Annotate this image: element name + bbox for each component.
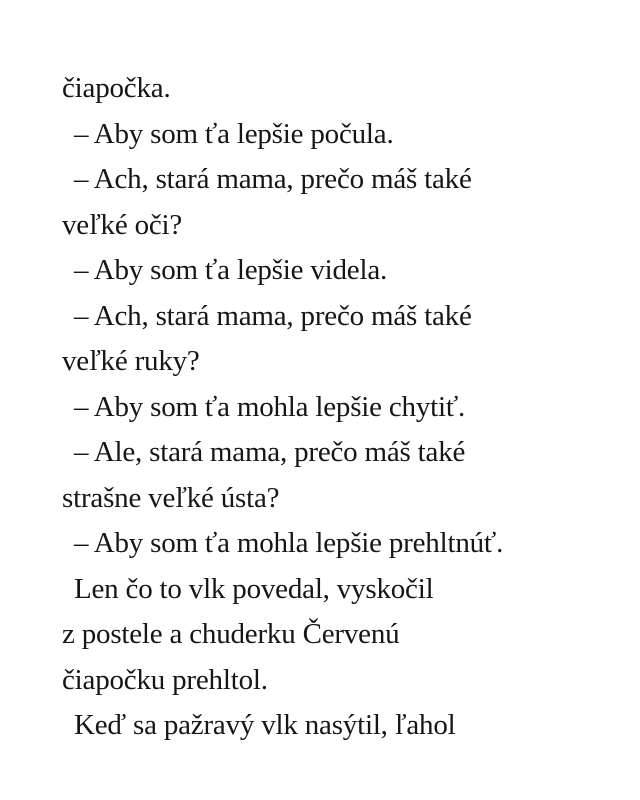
text-line: veľké ruky?: [62, 345, 200, 377]
text-line: – Ach, stará mama, prečo máš také: [74, 299, 472, 332]
text-line: – Aby som ťa mohla lepšie prehltnúť.: [74, 527, 504, 559]
text-line: – Aby som ťa lepšie videla.: [74, 254, 388, 286]
text-line: strašne veľké ústa?: [62, 481, 280, 514]
text-line: – Aby som ťa mohla lepšie chytiť.: [74, 390, 466, 423]
text-line: – Ale, stará mama, prečo máš také: [74, 436, 466, 468]
text-line: veľké oči?: [62, 208, 183, 241]
text-line: Len čo to vlk povedal, vyskočil: [74, 572, 434, 605]
story-text: [62, 66, 622, 749]
text-line: čiapočka.: [62, 72, 171, 104]
text-line: z postele a chuderku Červenú: [62, 618, 400, 650]
text-line: Keď sa pažravý vlk nasýtil, ľahol: [74, 709, 456, 741]
text-line: – Aby som ťa lepšie počula.: [74, 117, 394, 150]
text-line: čiapočku prehltol.: [62, 663, 268, 696]
text-line: – Ach, stará mama, prečo máš také: [74, 163, 472, 195]
